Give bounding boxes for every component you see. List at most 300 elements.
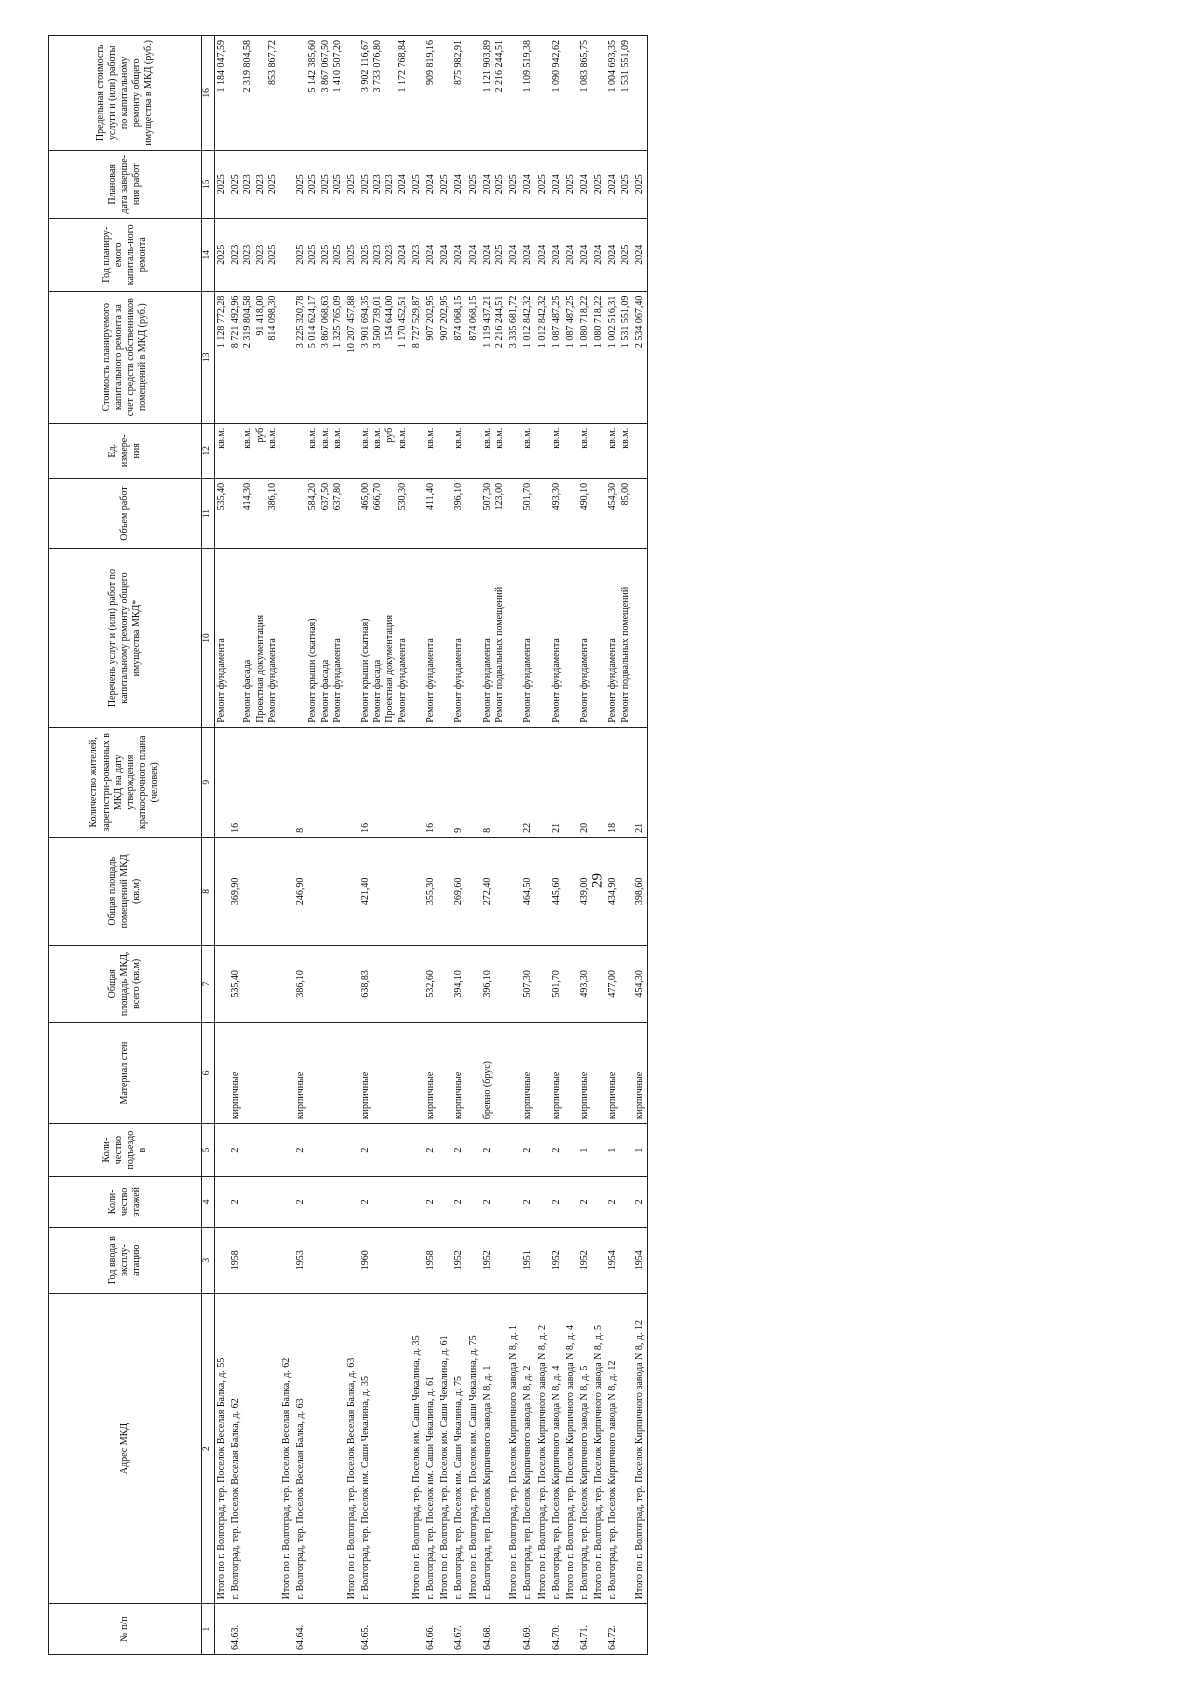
- table-cell: 386,10: [294, 945, 345, 1022]
- table-cell: 22: [521, 727, 535, 837]
- table-cell: кирпичные: [229, 1022, 280, 1123]
- table-cell: [424, 291, 438, 423]
- table-cell: [564, 837, 578, 945]
- header-cell: Год ввода в эксплу-атацию: [49, 1227, 202, 1293]
- table-cell: 1954: [633, 1227, 648, 1293]
- table-cell: [280, 727, 294, 837]
- table-cell: [507, 291, 521, 423]
- cell-line: 2025: [360, 174, 372, 195]
- table-cell: [578, 478, 592, 548]
- table-cell: 1952: [452, 1227, 466, 1293]
- cell-line: 2 319 804,58: [242, 295, 254, 349]
- table-row: [424, 36, 438, 1655]
- table-cell: [578, 218, 592, 291]
- table-cell: 18: [606, 727, 632, 837]
- table-cell: [606, 36, 632, 151]
- table-cell: [345, 1604, 359, 1655]
- table-cell: [481, 36, 507, 151]
- cell-line: кв.м.: [522, 427, 534, 449]
- cell-line: 2024: [536, 244, 548, 265]
- cell-line: 2025: [564, 174, 576, 195]
- table-cell: Итого по г. Волгоград, тер. Поселок Веселая Балка, д. 63: [345, 1293, 359, 1604]
- cell-line: 3 225 320,78: [295, 295, 307, 349]
- cell-line: 3 901 694,35: [360, 295, 372, 349]
- table-cell: [345, 150, 359, 218]
- cell-line: 2 319 804,58: [242, 40, 254, 93]
- table-cell: 8: [294, 727, 345, 837]
- cell-line: 1 012 842,32: [522, 295, 534, 349]
- table-cell: [345, 218, 359, 291]
- cell-line: [230, 40, 242, 146]
- table-cell: [633, 423, 648, 478]
- cell-line: 530,30: [396, 482, 408, 511]
- table-cell: [592, 945, 606, 1022]
- cell-line: 2 216 244,51: [493, 40, 505, 93]
- cell-line: 3 335 681,72: [508, 295, 520, 349]
- table-cell: 2: [521, 1177, 535, 1228]
- table-cell: [280, 1022, 294, 1123]
- table-row: [550, 36, 564, 1655]
- table-cell: [467, 945, 481, 1022]
- table-subtotal-row: [438, 36, 452, 1655]
- table-cell: [467, 1227, 481, 1293]
- table-cell: 2: [481, 1177, 507, 1228]
- cell-line: кв.м.: [307, 427, 319, 449]
- cell-line: 2023: [384, 174, 396, 195]
- cell-line: 154 644,00: [384, 295, 396, 341]
- table-cell: 64.64.: [294, 1604, 345, 1655]
- cell-line: 2 534 067,40: [633, 295, 645, 349]
- cell-line: кв.м.: [550, 427, 562, 449]
- cell-line: 2025: [360, 244, 372, 265]
- table-cell: [536, 1022, 550, 1123]
- cell-line: кв.м.: [216, 427, 227, 449]
- header-cell: № п/п: [49, 1604, 202, 1655]
- table-cell: 64.71.: [578, 1604, 592, 1655]
- table-cell: [521, 549, 535, 727]
- table-subtotal-row: [633, 36, 648, 1655]
- cell-line: 2023: [230, 244, 242, 265]
- cell-line: 1 170 452,51: [396, 295, 408, 349]
- cell-line: 2025: [319, 174, 331, 195]
- table-cell: [592, 1604, 606, 1655]
- table-cell: кирпичные: [550, 1022, 564, 1123]
- table-cell: [536, 1124, 550, 1177]
- cell-line: Ремонт фундамента: [522, 638, 534, 723]
- column-number: 2: [202, 1293, 215, 1604]
- table-cell: Итого по г. Волгоград, тер. Поселок Веселая Балка, д. 62: [280, 1293, 294, 1604]
- cell-line: 2023: [254, 174, 266, 195]
- header-cell: Объем работ: [49, 478, 202, 548]
- table-row: [359, 36, 410, 1655]
- table-cell: [507, 1124, 521, 1177]
- cell-line: руб: [254, 427, 266, 443]
- table-cell: 20: [578, 727, 592, 837]
- cell-line: Ремонт фундамента: [331, 638, 343, 723]
- cell-line: 2025: [230, 174, 242, 195]
- cell-line: кв.м.: [453, 427, 465, 449]
- header-row: [49, 36, 202, 1655]
- table-cell: 9: [452, 727, 466, 837]
- table-cell: [550, 150, 564, 218]
- cell-line: Ремонт фундамента: [481, 638, 493, 723]
- table-cell: [536, 727, 550, 837]
- cell-line: 2025: [619, 174, 631, 195]
- header-cell: Стоимость планируемого капитального ремонта за счет средств собственников помещений в МКД (руб.): [49, 291, 202, 423]
- table-cell: [280, 291, 294, 423]
- table-cell: 1958: [424, 1227, 438, 1293]
- page-number: 29: [589, 873, 606, 888]
- column-number: 15: [202, 150, 215, 218]
- table-cell: [452, 36, 466, 151]
- column-number: 4: [202, 1177, 215, 1228]
- cell-line: Ремонт фасада: [372, 659, 384, 723]
- cell-line: Ремонт фундамента: [216, 638, 227, 723]
- table-cell: г. Волгоград, тер. Поселок Кирпичного завода N 8, д. 1: [481, 1293, 507, 1604]
- table-cell: [633, 478, 648, 548]
- table-cell: [215, 36, 230, 151]
- cell-line: 1 184 047,59: [216, 40, 227, 93]
- table-cell: [280, 218, 294, 291]
- table-subtotal-row: [536, 36, 550, 1655]
- table-cell: [481, 218, 507, 291]
- cell-line: кв.м.: [360, 427, 372, 449]
- cell-line: Ремонт фасада: [319, 659, 331, 723]
- table-cell: [589, 837, 606, 945]
- table-cell: [215, 549, 230, 727]
- table-cell: [521, 150, 535, 218]
- table-cell: [521, 478, 535, 548]
- capital-repair-table: [48, 35, 648, 1655]
- table-cell: [481, 549, 507, 727]
- table-cell: г. Волгоград, тер. Поселок Кирпичного завода N 8, д. 2: [521, 1293, 535, 1604]
- table-row: [578, 36, 592, 1655]
- table-cell: [294, 291, 345, 423]
- table-cell: [410, 291, 424, 423]
- cell-line: кв.м.: [607, 427, 619, 449]
- table-cell: [481, 478, 507, 548]
- cell-line: 637,50: [319, 482, 331, 511]
- table-cell: 64.65.: [359, 1604, 410, 1655]
- table-cell: 64.72.: [606, 1604, 632, 1655]
- table-cell: 16: [359, 727, 410, 837]
- table-cell: [507, 1227, 521, 1293]
- cell-line: [255, 40, 267, 146]
- cell-line: [295, 483, 307, 544]
- cell-line: 1 128 772,28: [216, 295, 227, 349]
- table-cell: 2: [633, 1177, 648, 1228]
- table-cell: [592, 549, 606, 727]
- column-number: 7: [202, 945, 215, 1022]
- cell-line: 2025: [345, 244, 357, 265]
- table-cell: [438, 478, 452, 548]
- cell-line: 1 090 942,62: [550, 40, 562, 93]
- table-cell: [550, 423, 564, 478]
- table-cell: 2: [578, 1177, 592, 1228]
- table-cell: [410, 727, 424, 837]
- table-cell: [410, 1604, 424, 1655]
- table-cell: [578, 423, 592, 478]
- table-cell: [359, 423, 410, 478]
- table-cell: 507,30: [521, 945, 535, 1022]
- table-cell: [536, 36, 550, 151]
- table-cell: [564, 1124, 578, 1177]
- column-number: 6: [202, 1022, 215, 1123]
- table-cell: [215, 727, 230, 837]
- table-cell: [410, 1124, 424, 1177]
- cell-line: 2025: [331, 244, 343, 265]
- table-cell: [229, 36, 280, 151]
- table-cell: 2: [229, 1124, 280, 1177]
- table-cell: [294, 218, 345, 291]
- table-cell: 638,83: [359, 945, 410, 1022]
- cell-line: 2024: [633, 244, 645, 265]
- table-cell: [564, 478, 578, 548]
- table-cell: 272,40: [481, 837, 507, 945]
- header-cell: Ед. измере-ния: [49, 423, 202, 478]
- column-number: 5: [202, 1124, 215, 1177]
- table-cell: [606, 478, 632, 548]
- table-cell: [410, 36, 424, 151]
- table-cell: [438, 36, 452, 151]
- table-cell: [345, 837, 359, 945]
- cell-line: 666,70: [372, 482, 384, 511]
- table-cell: [467, 727, 481, 837]
- table-cell: [564, 549, 578, 727]
- table-cell: бревно (брус): [481, 1022, 507, 1123]
- table-cell: [536, 549, 550, 727]
- cell-line: 2023: [410, 244, 422, 265]
- table-subtotal-row: [564, 36, 578, 1655]
- table-cell: [467, 150, 481, 218]
- cell-line: 91 418,00: [254, 295, 266, 336]
- table-cell: [345, 549, 359, 727]
- cell-line: 2023: [372, 174, 384, 195]
- table-cell: [606, 150, 632, 218]
- table-cell: [481, 150, 507, 218]
- cell-line: кв.м.: [266, 427, 278, 449]
- table-cell: кирпичные: [424, 1022, 438, 1123]
- table-cell: [564, 218, 578, 291]
- table-cell: [452, 478, 466, 548]
- table-cell: [438, 1604, 452, 1655]
- cell-line: 123,00: [493, 482, 505, 511]
- table-subtotal-row: [410, 36, 424, 1655]
- table-cell: [229, 478, 280, 548]
- table-cell: [424, 218, 438, 291]
- table-cell: [564, 423, 578, 478]
- table-cell: [438, 1022, 452, 1123]
- cell-line: 875 982,91: [453, 40, 465, 85]
- table-cell: [592, 36, 606, 151]
- table-cell: [280, 478, 294, 548]
- cell-line: 2023: [384, 244, 396, 265]
- table-cell: 2: [424, 1124, 438, 1177]
- cell-line: кв.м.: [372, 427, 384, 449]
- table-cell: кирпичные: [578, 1022, 592, 1123]
- table-cell: 394,10: [452, 945, 466, 1022]
- table-cell: [438, 549, 452, 727]
- cell-line: кв.м.: [425, 427, 436, 449]
- table-cell: [592, 218, 606, 291]
- rotated-page: [48, 0, 1200, 1655]
- table-cell: [507, 1604, 521, 1655]
- column-number: 12: [202, 423, 215, 478]
- table-cell: [633, 218, 648, 291]
- table-cell: [578, 291, 592, 423]
- table-cell: кирпичные: [359, 1022, 410, 1123]
- table-cell: Итого по г. Волгоград, тер. Поселок им. Саши Чекалина, д. 75: [467, 1293, 481, 1604]
- table-cell: [592, 1227, 606, 1293]
- table-cell: [438, 150, 452, 218]
- table-cell: [592, 478, 606, 548]
- table-cell: [410, 218, 424, 291]
- table-cell: Итого по г. Волгоград, тер. Поселок Кирпичного завода N 8, д. 4: [564, 1293, 578, 1604]
- table-cell: 369,90: [229, 837, 280, 945]
- cell-line: 2025: [295, 174, 307, 195]
- table-cell: Итого по г. Волгоград, тер. Поселок Кирпичного завода N 8, д. 12: [633, 1293, 648, 1604]
- table-cell: [280, 549, 294, 727]
- table-cell: [467, 1604, 481, 1655]
- column-number: 9: [202, 727, 215, 837]
- table-subtotal-row: [215, 36, 230, 1655]
- header-cell: Общая площадь помещений МКД (кв.м): [49, 837, 202, 945]
- table-cell: [294, 36, 345, 151]
- table-cell: [359, 478, 410, 548]
- cell-line: [295, 553, 307, 722]
- cell-line: 2024: [396, 174, 408, 195]
- cell-line: кв.м.: [319, 427, 331, 449]
- cell-line: 1 002 516,31: [607, 295, 619, 349]
- cell-line: 2023: [372, 244, 384, 265]
- table-cell: [280, 150, 294, 218]
- table-cell: 2: [521, 1124, 535, 1177]
- cell-line: 1 119 437,21: [481, 295, 493, 348]
- table-cell: 1960: [359, 1227, 410, 1293]
- table-cell: 2: [481, 1124, 507, 1177]
- table-cell: 21: [633, 727, 648, 837]
- table-cell: [536, 1227, 550, 1293]
- table-cell: [507, 218, 521, 291]
- table-cell: [452, 423, 466, 478]
- cell-line: 2025: [493, 174, 505, 195]
- table-cell: г. Волгоград, тер. Поселок Кирпичного завода N 8, д. 4: [550, 1293, 564, 1604]
- header-cell: Предельная стоимость услуги и (или) работы по капитальному ремонту общего имущества в МКД (руб.): [49, 36, 202, 151]
- cell-line: 1 410 507,20: [331, 40, 343, 93]
- cell-line: Ремонт фундамента: [453, 638, 465, 723]
- cell-line: кв.м.: [619, 427, 631, 449]
- table-cell: [550, 36, 564, 151]
- table-cell: г. Волгоград, тер. Поселок им. Саши Чекалина, д. 61: [424, 1293, 438, 1604]
- cell-line: 2025: [319, 244, 331, 265]
- table-cell: [215, 478, 230, 548]
- cell-line: 411,40: [425, 482, 436, 510]
- table-cell: Итого по г. Волгоград, тер. Поселок им. Саши Чекалина, д. 35: [410, 1293, 424, 1604]
- table-cell: [507, 36, 521, 151]
- header-cell: Год планиру-емого капиталь-ного ремонта: [49, 218, 202, 291]
- table-subtotal-row: [592, 36, 606, 1655]
- cell-line: 2025: [216, 174, 227, 195]
- table-cell: [452, 218, 466, 291]
- table-cell: 396,10: [481, 945, 507, 1022]
- header-cell: Коли-чество этажей: [49, 1177, 202, 1228]
- cell-line: 2024: [522, 174, 534, 195]
- cell-line: 1 325 765,09: [331, 295, 343, 349]
- cell-line: кв.м.: [493, 427, 505, 449]
- cell-line: 5 014 624,17: [307, 295, 319, 349]
- cell-line: 490,10: [579, 482, 591, 511]
- table-cell: [345, 1177, 359, 1228]
- table-cell: [359, 291, 410, 423]
- cell-line: кв.м.: [396, 427, 408, 449]
- table-cell: [438, 727, 452, 837]
- table-cell: [215, 423, 230, 478]
- table-cell: [592, 150, 606, 218]
- table-cell: кирпичные: [521, 1022, 535, 1123]
- table-cell: 1954: [606, 1227, 632, 1293]
- table-cell: [229, 549, 280, 727]
- table-cell: 246,90: [294, 837, 345, 945]
- table-cell: 1953: [294, 1227, 345, 1293]
- cell-line: руб: [384, 427, 396, 443]
- table-cell: 64.69.: [521, 1604, 535, 1655]
- table-cell: [606, 423, 632, 478]
- table-cell: г. Волгоград, тер. Поселок Веселая Балка, д. 62: [229, 1293, 280, 1604]
- table-cell: [633, 36, 648, 151]
- table-cell: г. Волгоград, тер. Поселок Кирпичного завода N 8, д. 5: [578, 1293, 592, 1604]
- table-cell: [578, 150, 592, 218]
- cell-line: 3 867 067,50: [319, 40, 331, 93]
- cell-line: 501,70: [522, 482, 534, 511]
- cell-line: 874 068,15: [467, 295, 479, 341]
- cell-line: 2025: [593, 174, 605, 195]
- table-subtotal-row: [507, 36, 521, 1655]
- header-cell: Коли-чество подъездо в: [49, 1124, 202, 1177]
- table-cell: [410, 1227, 424, 1293]
- cell-line: Ремонт фасада: [242, 659, 254, 723]
- table-cell: [345, 423, 359, 478]
- header-cell: Перечень услуг и (или) работ по капитальному ремонту общего имущества МКД*: [49, 549, 202, 727]
- table-cell: [507, 478, 521, 548]
- table-cell: 21: [550, 727, 564, 837]
- cell-line: 2024: [481, 244, 493, 265]
- table-cell: [467, 291, 481, 423]
- table-cell: [424, 549, 438, 727]
- table-cell: [410, 1022, 424, 1123]
- table-cell: [606, 291, 632, 423]
- table-cell: [550, 478, 564, 548]
- table-cell: [229, 150, 280, 218]
- table-cell: Итого по г. Волгоград, тер. Поселок им. Саши Чекалина, д. 61: [438, 1293, 452, 1604]
- cell-line: [230, 483, 242, 544]
- table-cell: 2: [294, 1177, 345, 1228]
- table-cell: [536, 218, 550, 291]
- table-cell: 64.67.: [452, 1604, 466, 1655]
- table-cell: 269,60: [452, 837, 466, 945]
- cell-line: 1 080 718,22: [579, 295, 591, 349]
- cell-line: [230, 553, 242, 722]
- cell-line: 2024: [481, 174, 493, 195]
- cell-line: Ремонт подвальных помещений: [619, 586, 631, 723]
- table-cell: [536, 423, 550, 478]
- table-cell: 2: [359, 1124, 410, 1177]
- column-number: 10: [202, 549, 215, 727]
- cell-line: 2025: [307, 174, 319, 195]
- cell-line: 1 531 551,09: [619, 40, 631, 93]
- table-cell: [507, 423, 521, 478]
- table-cell: [564, 1604, 578, 1655]
- table-cell: [410, 945, 424, 1022]
